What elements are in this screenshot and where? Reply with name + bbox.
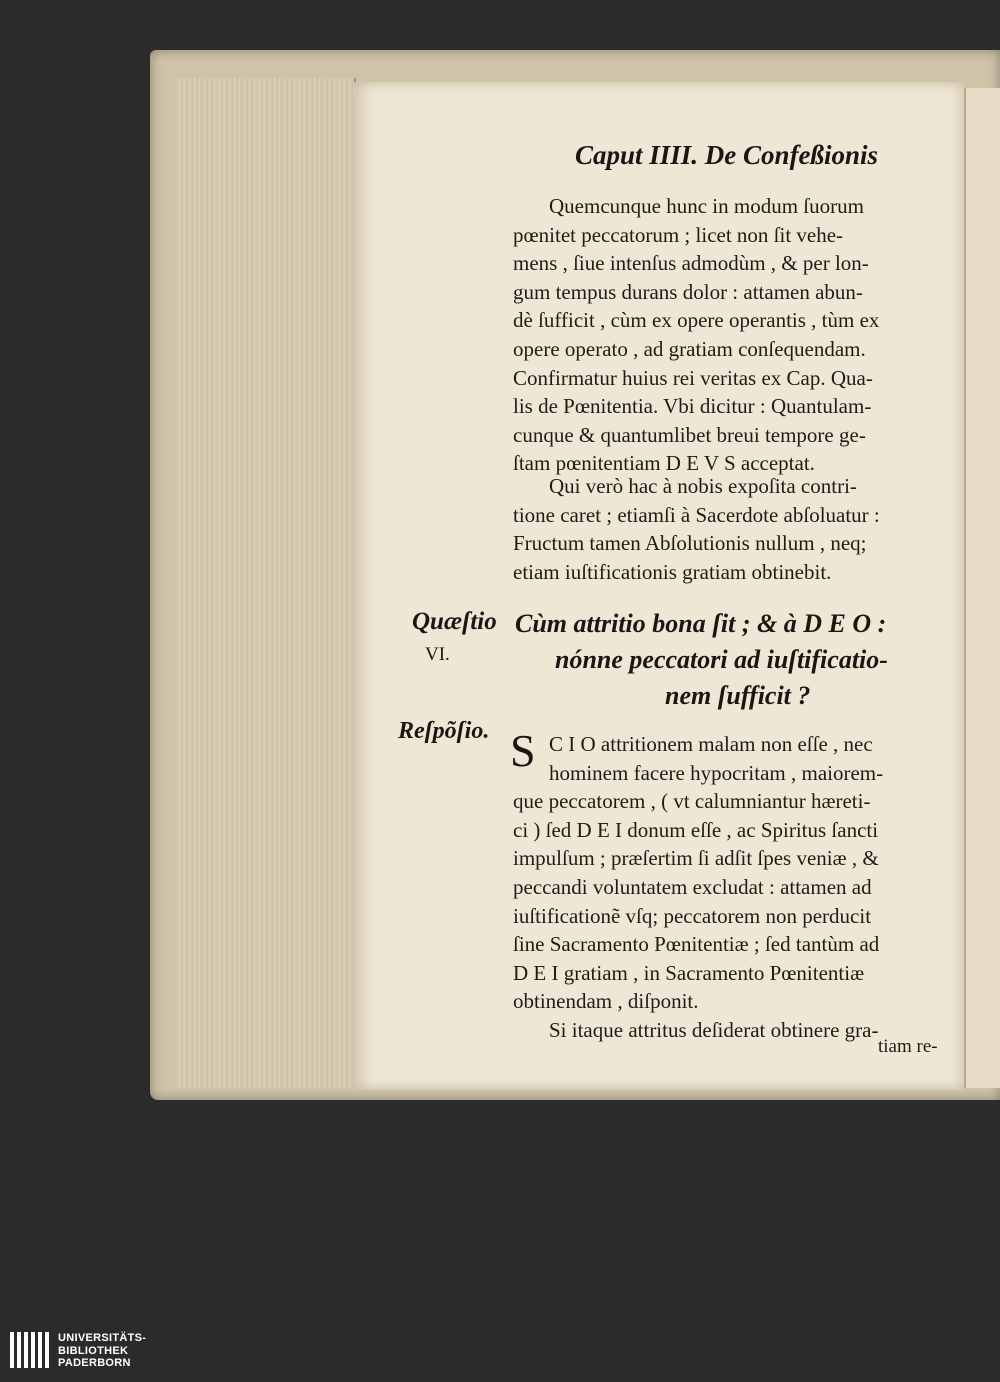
library-logo	[10, 1330, 160, 1372]
text-line: ci ) ſed D E I donum eſſe , ac Spiritus ſancti	[513, 817, 879, 842]
text-line: ſine Sacramento Pœnitentiæ ; ſed tantùm ad	[513, 932, 880, 957]
paragraph-2	[513, 472, 933, 586]
running-header: Caput IIII. De Confeßionis	[575, 140, 879, 170]
text-line: Quemcunque hunc in modum ſuorum	[549, 194, 864, 218]
response-label: Reſpõſio.	[398, 718, 490, 744]
page-edges	[176, 78, 356, 1088]
logo-line: PADERBORN	[58, 1357, 131, 1369]
catchword: tiam re-	[878, 1036, 938, 1057]
paragraph-1	[513, 192, 933, 478]
text-line: obtinendam , diſponit.	[513, 989, 699, 1014]
text-line: Qui verò hac à nobis expoſita contri-	[549, 474, 857, 498]
question-label: Quæſtio	[412, 608, 497, 635]
text-line: peccandi voluntatem excludat : attamen ad	[513, 874, 872, 899]
text-line: Fructum tamen Abſolutionis nullum , neq;	[513, 531, 867, 556]
question-line: nem ſufficit ?	[665, 681, 811, 710]
library-logo-text	[58, 1332, 146, 1370]
logo-line: BIBLIOTHEK	[58, 1344, 129, 1357]
text-line: etiam iuſtificationis gratiam obtinebit.	[513, 559, 832, 584]
facing-page-edge	[964, 88, 1000, 1088]
text-line: tione caret ; etiamſi à Sacerdote abſoluatur :	[513, 502, 880, 527]
text-line: mens , ſiue intenſus admodùm , & per lon-	[513, 251, 869, 276]
text-line: iuſtificationẽ vſq; peccatorem non perducit	[513, 903, 872, 928]
text-line: C I O attritionem malam non eſſe , nec	[549, 732, 873, 756]
text-line: Si itaque attritus deſiderat obtinere gra-	[549, 1017, 879, 1042]
text-line: cunque & quantumlibet breui tempore ge-	[513, 422, 866, 447]
library-logo-icon	[10, 1330, 54, 1370]
question-number: VI.	[425, 644, 450, 665]
text-line: hominem facere hypocritam , maiorem-	[549, 760, 884, 785]
question-line: nónne peccatori ad iuſtificatio-	[555, 645, 888, 674]
text-line: pœnitet peccatorum ; licet non ſit vehe-	[513, 222, 844, 247]
text-line: opere operato , ad gratiam conſequendam.	[513, 336, 866, 361]
text-line: impulſum ; præſertim ſi adſit ſpes veniæ , &	[513, 846, 879, 871]
logo-line: UNIVERSITÄTS-	[58, 1332, 147, 1344]
text-line: lis de Pœnitentia. Vbi dicitur : Quantulam-	[513, 394, 872, 419]
text-line: que peccatorem , ( vt calumniantur hæreti-	[513, 789, 871, 814]
drop-capital: S	[510, 725, 536, 776]
question-line: Cùm attritio bona ſit ; & à D E O :	[515, 609, 887, 638]
response-paragraph	[513, 730, 933, 1045]
text-line: D E I gratiam , in Sacramento Pœnitentiæ	[513, 960, 865, 985]
text-line: ſtam pœnitentiam D E V S acceptat.	[513, 451, 815, 476]
text-line: dè ſufficit , cùm ex opere operantis , tùm ex	[513, 308, 880, 333]
text-line: gum tempus durans dolor : attamen abun-	[513, 279, 863, 304]
question-text	[515, 606, 935, 714]
text-line: Confirmatur huius rei veritas ex Cap. Qua-	[513, 365, 873, 390]
